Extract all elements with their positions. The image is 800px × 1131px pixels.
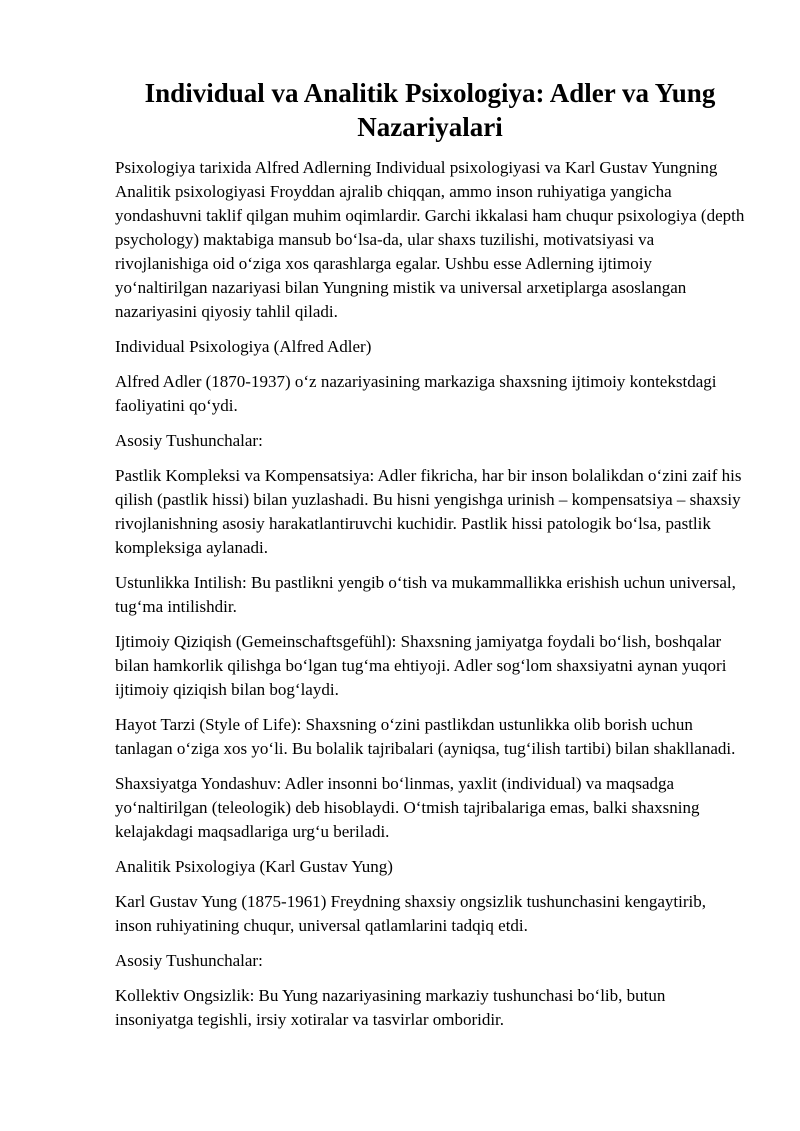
- superiority-paragraph: Ustunlikka Intilish: Bu pastlikni yengib o‘tish va mukammallikka erishish uchun universal, tug‘ma intilishdir.: [115, 573, 736, 616]
- document-title: Individual va Analitik Psixologiya: Adler va Yung Nazariyalari: [144, 78, 716, 142]
- document-page: [115, 68, 745, 1043]
- intro-paragraph: Psixologiya tarixida Alfred Adlerning Individual psixologiyasi va Karl Gustav Yungning Analitik psixologiyasi Froyddan ajralib chiqqan, ammo inson ruhiyatiga yangicha yondashuvni taklif qilgan muhim oqimlardir. Garchi ikkalasi ham chuqur psixologiya (depth psychology) maktabiga mansub bo‘lsa-da, ular shaxs tuzilishi, motivatsiyasi va rivojlanishiga oid o‘ziga xos qarashlarga egalar. Ushbu esse Adlerning ijtimoiy yo‘naltirilgan nazariyasi bilan Yungning mistik va universal arxetiplarga asoslangan nazariyasini qiyosiy tahlil qiladi.: [115, 158, 745, 321]
- personality-approach-paragraph: Shaxsiyatga Yondashuv: Adler insonni bo‘linmas, yaxlit (individual) va maqsadga yo‘naltirilgan (teleologik) deb hisoblaydi. O‘tmish tajribalariga emas, balki shaxsning kelajakdagi maqsadlariga urg‘u beriladi.: [115, 774, 700, 841]
- key-concepts-heading: Asosiy Tushunchalar:: [115, 431, 263, 450]
- jung-intro-paragraph: Karl Gustav Yung (1875-1961) Freydning shaxsiy ongsizlik tushunchasini kengaytirib, inson ruhiyatining chuqur, universal qatlamlarini tadqiq etdi.: [115, 892, 706, 935]
- key-concepts-heading: Asosiy Tushunchalar:: [115, 951, 263, 970]
- inferiority-paragraph: Pastlik Kompleksi va Kompensatsiya: Adler fikricha, har bir inson bolalikdan o‘zini zaif his qilish (pastlik hissi) bilan yuzlashadi. Bu hisni yengishga urinish – kompensatsiya – shaxsiy rivojlanishning asosiy harakatlantiruvchi kuchidir. Pastlik hissi patologik bo‘lsa, pastlik kompleksiga aylanadi.: [115, 466, 742, 557]
- social-interest-paragraph: Ijtimoiy Qiziqish (Gemeinschaftsgefühl): Shaxsning jamiyatga foydali bo‘lish, boshqalar bilan hamkorlik qilishga bo‘lgan tug‘ma ehtiyoji. Adler sog‘lom shaxsiyatni aynan yuqori ijtimoiy qiziqish bilan bog‘laydi.: [115, 632, 727, 699]
- collective-unconscious-paragraph: Kollektiv Ongsizlik: Bu Yung nazariyasining markaziy tushunchasi bo‘lib, butun insoniyatga tegishli, irsiy xotiralar va tasvirlar omboridir.: [115, 986, 666, 1029]
- adler-intro-paragraph: Alfred Adler (1870-1937) o‘z nazariyasining markaziga shaxsning ijtimoiy kontekstdagi faoliyatini qo‘ydi.: [115, 372, 717, 415]
- section-heading-jung: Analitik Psixologiya (Karl Gustav Yung): [115, 857, 393, 876]
- style-of-life-paragraph: Hayot Tarzi (Style of Life): Shaxsning o‘zini pastlikdan ustunlikka olib borish uchun tanlagan o‘ziga xos yo‘li. Bu bolalik tajribalari (ayniqsa, tug‘ilish tartibi) bilan shakllanadi.: [115, 715, 736, 758]
- section-heading-adler: Individual Psixologiya (Alfred Adler): [115, 337, 372, 356]
